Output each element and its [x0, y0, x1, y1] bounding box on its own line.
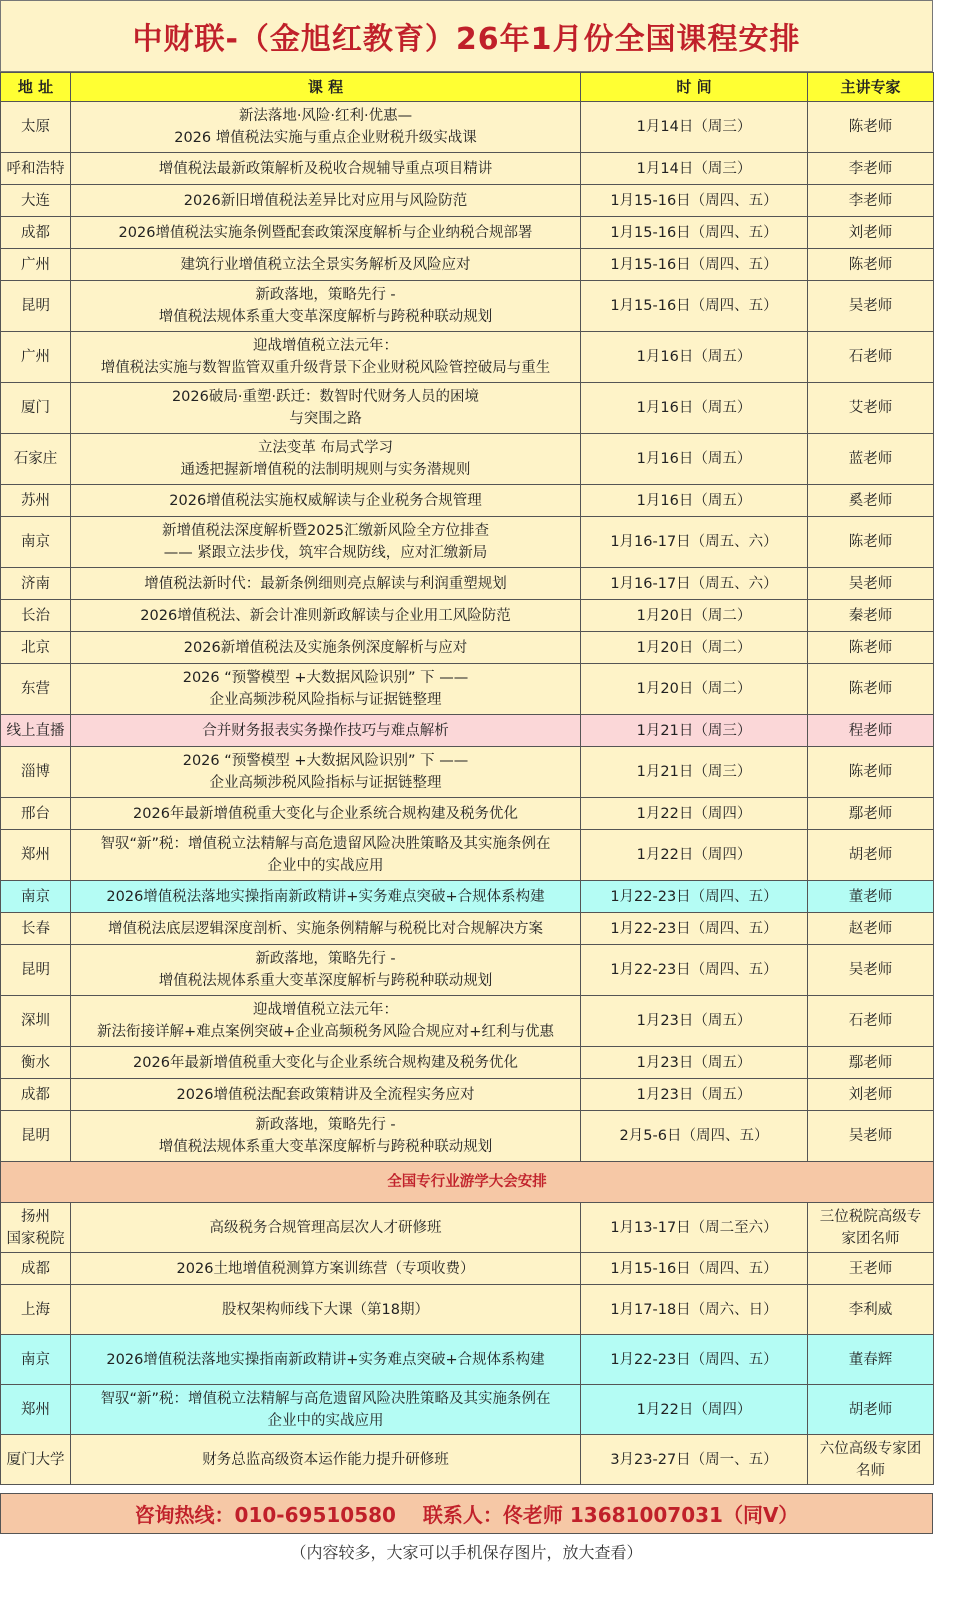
- cell-course-line: 2026新增值税法及实施条例深度解析与应对: [183, 639, 468, 656]
- cell-course: [71, 185, 581, 217]
- table-row: [1, 332, 934, 383]
- cell-course-line: 股权架构师线下大课（第18期）: [222, 1301, 429, 1318]
- cell-teacher: 吴老师: [808, 568, 934, 600]
- cell-course: [71, 1111, 581, 1162]
- cell-course: [71, 945, 581, 996]
- cell-course-line: 建筑行业增值税立法全景实务解析及风险应对: [180, 256, 471, 273]
- cell-course: [71, 434, 581, 485]
- table-row: [1, 1253, 934, 1285]
- cell-city: 昆明: [1, 281, 71, 332]
- cell-teacher-line: 六位高级专家团: [819, 1440, 922, 1457]
- cell-city: [1, 1285, 71, 1335]
- cell-teacher: 陈老师: [808, 249, 934, 281]
- table-row: [1, 1435, 934, 1485]
- cell-course: [71, 1079, 581, 1111]
- cell-city-line: 扬州: [21, 1208, 50, 1225]
- section-row: [1, 1162, 934, 1203]
- cell-course-line: 2026 增值税法实施与重点企业财税升级实战课: [174, 130, 477, 146]
- cell-course-line: 新法衔接详解+难点案例突破+企业高频税务风险合规应对+红利与优惠: [97, 1024, 554, 1040]
- cell-city: 长治: [1, 600, 71, 632]
- cell-time: 1月14日（周三）: [581, 102, 808, 153]
- cell-course: [71, 1285, 581, 1335]
- cell-city: 济南: [1, 568, 71, 600]
- cell-time: 1月20日（周二）: [581, 632, 808, 664]
- cell-time: 1月16-17日（周五、六）: [581, 568, 808, 600]
- cell-course: [71, 1203, 581, 1253]
- cell-course-line: 迎战增值税立法元年：: [253, 338, 398, 354]
- cell-course-line: 新政落地，策略先行 -: [255, 287, 396, 303]
- cell-teacher: [808, 1253, 934, 1285]
- hotline-bar: 咨询热线：010-69510580 联系人：佟老师 13681007031（同V）: [0, 1493, 933, 1534]
- cell-teacher: 艾老师: [808, 383, 934, 434]
- cell-time: 1月16-17日（周五、六）: [581, 517, 808, 568]
- cell-course-line: 增值税法规体系重大变革深度解析与跨税种联动规划: [158, 1139, 493, 1155]
- cell-city: 北京: [1, 632, 71, 664]
- cell-course-line: 增值税法最新政策解析及税收合规辅导重点项目精讲: [158, 160, 493, 177]
- cell-course-line: 新法落地·风险·红利·优惠—: [238, 108, 413, 124]
- cell-city: 线上直播: [1, 715, 71, 747]
- cell-city: [1, 1203, 71, 1253]
- cell-teacher: 鄢老师: [808, 798, 934, 830]
- cell-teacher-line: 名师: [856, 1462, 885, 1479]
- cell-course-line: 2026增值税法、新会计准则新政解读与企业用工风险防范: [140, 607, 511, 624]
- cell-course-line: 增值税法实施与数智监管双重升级背景下企业财税风险管控破局与重生: [100, 360, 551, 376]
- table-row: [1, 747, 934, 798]
- cell-city: 石家庄: [1, 434, 71, 485]
- cell-course-line: 新政落地，策略先行 -: [255, 1117, 396, 1133]
- cell-city: 昆明: [1, 945, 71, 996]
- cell-course: [71, 747, 581, 798]
- table-row: [1, 185, 934, 217]
- cell-course: [71, 281, 581, 332]
- cell-time: 1月22-23日（周四、五）: [581, 881, 808, 913]
- cell-city: 郑州: [1, 830, 71, 881]
- cell-course: [71, 996, 581, 1047]
- cell-course: [71, 1047, 581, 1079]
- cell-course-line: 高级税务合规管理高层次人才研修班: [209, 1219, 442, 1236]
- cell-teacher: 胡老师: [808, 830, 934, 881]
- study-tour-rows: [1, 1203, 934, 1485]
- cell-time: 1月22-23日（周四、五）: [581, 1335, 808, 1385]
- cell-teacher: 蓝老师: [808, 434, 934, 485]
- cell-time: 1月15-16日（周四、五）: [581, 1253, 808, 1285]
- cell-teacher: [808, 1285, 934, 1335]
- cell-teacher: 赵老师: [808, 913, 934, 945]
- cell-city-line: 厦门大学: [6, 1451, 65, 1468]
- cell-course-line: 2026年最新增值税重大变化与企业系统合规构建及税务优化: [133, 805, 518, 822]
- cell-course-line: 增值税法新时代：最新条例细则亮点解读与利润重塑规划: [144, 575, 507, 592]
- cell-city-line: 成都: [21, 1260, 50, 1277]
- cell-teacher: 陈老师: [808, 747, 934, 798]
- table-row: [1, 945, 934, 996]
- cell-city: 东营: [1, 664, 71, 715]
- cell-course-line: 迎战增值税立法元年：: [253, 1002, 398, 1018]
- cell-course: [71, 485, 581, 517]
- table-row: [1, 1385, 934, 1435]
- cell-city: 广州: [1, 332, 71, 383]
- cell-time: 1月23日（周五）: [581, 1079, 808, 1111]
- cell-teacher-line: 董春辉: [848, 1351, 893, 1368]
- cell-time: 2月5-6日（周四、五）: [581, 1111, 808, 1162]
- table-row: [1, 664, 934, 715]
- cell-time: 1月15-16日（周四、五）: [581, 185, 808, 217]
- cell-time: 1月20日（周二）: [581, 664, 808, 715]
- cell-teacher: [808, 1435, 934, 1485]
- table-row: [1, 600, 934, 632]
- course-rows: [1, 102, 934, 1162]
- cell-time: 1月17-18日（周六、日）: [581, 1285, 808, 1335]
- cell-time: 3月23-27日（周一、五）: [581, 1435, 808, 1485]
- cell-time: 1月16日（周五）: [581, 434, 808, 485]
- cell-time: 1月21日（周三）: [581, 715, 808, 747]
- header-time: 时 间: [581, 73, 808, 102]
- cell-city-line: 国家税院: [6, 1230, 65, 1247]
- course-table: [0, 72, 934, 1485]
- cell-course-line: 2026增值税法落地实操指南新政精讲+实务难点突破+合规体系构建: [106, 1351, 545, 1368]
- cell-teacher-line: 李利威: [848, 1301, 893, 1318]
- cell-time: 1月22日（周四）: [581, 1385, 808, 1435]
- table-row: [1, 568, 934, 600]
- cell-time: 1月16日（周五）: [581, 485, 808, 517]
- cell-course-line: 财务总监高级资本运作能力提升研修班: [202, 1451, 449, 1468]
- cell-teacher: 吴老师: [808, 1111, 934, 1162]
- cell-teacher: 奚老师: [808, 485, 934, 517]
- cell-teacher: 董老师: [808, 881, 934, 913]
- table-row: [1, 217, 934, 249]
- table-row: [1, 383, 934, 434]
- cell-teacher: [808, 1203, 934, 1253]
- cell-teacher: [808, 1385, 934, 1435]
- cell-time: 1月15-16日（周四、五）: [581, 249, 808, 281]
- table-row: [1, 517, 934, 568]
- cell-course-line: 2026增值税法实施条例暨配套政策深度解析与企业纳税合规部署: [118, 224, 533, 241]
- header-course: 课 程: [71, 73, 581, 102]
- cell-city: 南京: [1, 881, 71, 913]
- table-row: [1, 1335, 934, 1385]
- table-row: [1, 434, 934, 485]
- cell-course: [71, 153, 581, 185]
- cell-course-line: 2026年最新增值税重大变化与企业系统合规构建及税务优化: [133, 1054, 518, 1071]
- cell-city: 太原: [1, 102, 71, 153]
- cell-course: [71, 217, 581, 249]
- cell-time: 1月14日（周三）: [581, 153, 808, 185]
- cell-time: 1月15-16日（周四、五）: [581, 281, 808, 332]
- cell-city: 邢台: [1, 798, 71, 830]
- table-row: [1, 830, 934, 881]
- cell-teacher: 陈老师: [808, 664, 934, 715]
- cell-course: [71, 1335, 581, 1385]
- cell-teacher: 刘老师: [808, 1079, 934, 1111]
- cell-course: [71, 830, 581, 881]
- cell-course-line: 2026新旧增值税法差异比对应用与风险防范: [183, 192, 468, 209]
- cell-course: [71, 383, 581, 434]
- cell-time: 1月23日（周五）: [581, 1047, 808, 1079]
- cell-time: 1月22日（周四）: [581, 798, 808, 830]
- cell-course: [71, 102, 581, 153]
- cell-teacher: 陈老师: [808, 517, 934, 568]
- cell-course-line: 增值税法底层逻辑深度剖析、实施条例精解与税税比对合规解决方案: [108, 920, 543, 937]
- cell-city: 南京: [1, 517, 71, 568]
- cell-course-line: 智驭“新”税：增值税立法精解与高危遗留风险决胜策略及其实施条例在: [100, 1390, 551, 1407]
- cell-course: [71, 664, 581, 715]
- cell-city: 昆明: [1, 1111, 71, 1162]
- cell-teacher: [808, 1335, 934, 1385]
- cell-course: [71, 715, 581, 747]
- cell-course-line: 立法变革 布局式学习: [257, 440, 394, 456]
- table-row: [1, 1047, 934, 1079]
- table-row: [1, 281, 934, 332]
- cell-teacher: 秦老师: [808, 600, 934, 632]
- cell-teacher-line: 王老师: [848, 1260, 893, 1277]
- cell-course: [71, 249, 581, 281]
- cell-teacher: 石老师: [808, 332, 934, 383]
- cell-city-line: 上海: [21, 1301, 50, 1318]
- footer-note: （内容较多，大家可以手机保存图片，放大查看）: [290, 1542, 643, 1562]
- cell-course: [71, 913, 581, 945]
- cell-course-line: —— 紧跟立法步伐，筑牢合规防线，应对汇缴新局: [163, 545, 488, 561]
- cell-city-line: 郑州: [21, 1401, 50, 1418]
- cell-city: 广州: [1, 249, 71, 281]
- cell-course-line: 企业中的实战应用: [267, 858, 384, 874]
- table-row: [1, 249, 934, 281]
- cell-teacher: 刘老师: [808, 217, 934, 249]
- table-row: [1, 153, 934, 185]
- cell-course-line: 通透把握新增值税的法制明规则与实务潜规则: [180, 462, 471, 478]
- cell-course-line: 企业高频涉税风险指标与证据链整理: [209, 775, 442, 791]
- cell-course-line: 增值税法规体系重大变革深度解析与跨税种联动规划: [158, 973, 493, 989]
- table-row: [1, 715, 934, 747]
- cell-city: 呼和浩特: [1, 153, 71, 185]
- cell-teacher: 石老师: [808, 996, 934, 1047]
- cell-course-line: 新政落地，策略先行 -: [255, 951, 396, 967]
- cell-time: 1月21日（周三）: [581, 747, 808, 798]
- cell-city-line: 南京: [21, 1351, 50, 1368]
- cell-course-line: 合并财务报表实务操作技巧与难点解析: [202, 722, 449, 739]
- cell-course-line: 增值税法规体系重大变革深度解析与跨税种联动规划: [158, 309, 493, 325]
- table-row: [1, 485, 934, 517]
- header-city: 地 址: [1, 73, 71, 102]
- cell-time: 1月15-16日（周四、五）: [581, 217, 808, 249]
- cell-time: 1月22-23日（周四、五）: [581, 945, 808, 996]
- cell-city: 大连: [1, 185, 71, 217]
- cell-course-line: 2026土地增值税测算方案训练营（专项收费）: [176, 1260, 475, 1277]
- cell-teacher: 陈老师: [808, 102, 934, 153]
- cell-city: [1, 1435, 71, 1485]
- cell-city: 苏州: [1, 485, 71, 517]
- cell-teacher: 李老师: [808, 185, 934, 217]
- table-header-row: [1, 73, 934, 102]
- cell-city: 成都: [1, 1079, 71, 1111]
- cell-course: [71, 1385, 581, 1435]
- cell-city: 厦门: [1, 383, 71, 434]
- cell-city: 淄博: [1, 747, 71, 798]
- table-row: [1, 632, 934, 664]
- cell-course: [71, 1435, 581, 1485]
- cell-course-line: 企业中的实战应用: [267, 1412, 384, 1429]
- cell-course: [71, 881, 581, 913]
- cell-course: [71, 517, 581, 568]
- cell-course-line: 企业高频涉税风险指标与证据链整理: [209, 692, 442, 708]
- cell-teacher-line: 胡老师: [848, 1401, 893, 1418]
- cell-time: 1月23日（周五）: [581, 996, 808, 1047]
- cell-city: 衡水: [1, 1047, 71, 1079]
- table-row: [1, 1285, 934, 1335]
- cell-teacher-line: 三位税院高级专: [819, 1208, 922, 1225]
- cell-teacher: 陈老师: [808, 632, 934, 664]
- page-title: 中财联-（金旭红教育）26年1月份全国课程安排: [0, 0, 933, 72]
- cell-teacher: 吴老师: [808, 281, 934, 332]
- cell-course: [71, 568, 581, 600]
- cell-city: [1, 1335, 71, 1385]
- table-row: [1, 1079, 934, 1111]
- cell-time: 1月16日（周五）: [581, 383, 808, 434]
- cell-teacher: 程老师: [808, 715, 934, 747]
- table-row: [1, 102, 934, 153]
- cell-course-line: 2026增值税法落地实操指南新政精讲+实务难点突破+合规体系构建: [106, 888, 545, 905]
- cell-course-line: 2026破局·重塑·跃迁：数智时代财务人员的困境: [171, 389, 480, 405]
- cell-course: [71, 1253, 581, 1285]
- table-row: [1, 913, 934, 945]
- cell-course-line: 2026 “预警模型 +大数据风险识别” 下 ——: [182, 753, 469, 769]
- cell-course: [71, 600, 581, 632]
- table-row: [1, 798, 934, 830]
- cell-time: 1月22日（周四）: [581, 830, 808, 881]
- cell-course-line: 与突围之路: [289, 411, 362, 427]
- cell-teacher: 吴老师: [808, 945, 934, 996]
- table-row: [1, 1111, 934, 1162]
- cell-course-line: 2026增值税法配套政策精讲及全流程实务应对: [176, 1086, 475, 1103]
- cell-time: 1月16日（周五）: [581, 332, 808, 383]
- cell-course-line: 新增值税法深度解析暨2025汇缴新风险全方位排查: [162, 523, 489, 539]
- cell-course: [71, 798, 581, 830]
- section-title: 全国专行业游学大会安排: [1, 1162, 934, 1203]
- cell-city: [1, 1253, 71, 1285]
- cell-course: [71, 632, 581, 664]
- cell-course-line: 智驭“新”税：增值税立法精解与高危遗留风险决胜策略及其实施条例在: [100, 836, 551, 852]
- cell-city: 成都: [1, 217, 71, 249]
- cell-teacher-line: 家团名师: [841, 1230, 900, 1247]
- cell-course-line: 2026增值税法实施权威解读与企业税务合规管理: [169, 492, 482, 509]
- cell-time: 1月13-17日（周二至六）: [581, 1203, 808, 1253]
- table-row: [1, 881, 934, 913]
- cell-city: [1, 1385, 71, 1435]
- cell-city: 长春: [1, 913, 71, 945]
- header-teacher: 主讲专家: [808, 73, 934, 102]
- table-row: [1, 996, 934, 1047]
- cell-teacher: 鄢老师: [808, 1047, 934, 1079]
- cell-city: 深圳: [1, 996, 71, 1047]
- cell-course-line: 2026 “预警模型 +大数据风险识别” 下 ——: [182, 670, 469, 686]
- cell-course: [71, 332, 581, 383]
- cell-time: 1月20日（周二）: [581, 600, 808, 632]
- cell-time: 1月22-23日（周四、五）: [581, 913, 808, 945]
- cell-teacher: 李老师: [808, 153, 934, 185]
- table-row: [1, 1203, 934, 1253]
